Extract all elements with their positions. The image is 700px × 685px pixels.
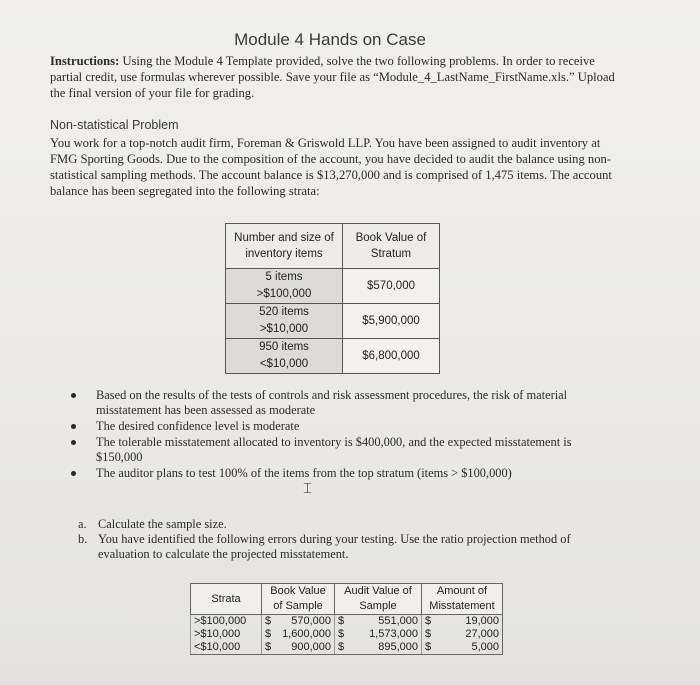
errors-book: 1,600,000 [282,628,331,640]
errors-book-cell [262,628,335,641]
errors-row [191,641,503,655]
question-text: You have identified the following errors during your testing. Use the ratio projection method of evaluation to calculate the projected misstatement. [98,532,571,561]
question-item [72,532,592,562]
strata-row [226,269,440,304]
strata-value: $5,900,000 [343,304,440,339]
section-heading: Non-statistical Problem [50,118,179,132]
strata-size: >$100,000 [256,288,312,300]
question-marker: a. [78,517,87,531]
errors-audit: 1,573,000 [369,628,418,640]
errors-header-row [191,584,503,615]
questions-list [72,517,592,562]
strata-value: $6,800,000 [343,339,440,374]
errors-header-misstatement: Amount of Misstatement [422,584,503,615]
strata-count: 5 items [265,271,303,283]
errors-audit-cell [335,641,422,655]
instructions-text: Using the Module 4 Template provided, solve the two following problems. In order to receive partial credit, use formulas wherever possible. Save your file as “Module_4_LastName_FirstName.xls.” Upload the final version of your file for grading. [50,54,615,100]
assumption-bullets [60,388,600,482]
errors-header-strata: Strata [191,584,262,615]
bullet-text: The desired confidence level is moderate [96,419,300,433]
bullet-item [60,435,600,465]
instructions [50,53,620,101]
errors-misstatement: 5,000 [471,641,499,653]
strata-count: 950 items [259,341,309,353]
errors-header-audit: Audit Value of Sample [335,584,422,615]
bullet-dot-icon [71,471,76,476]
question-text: Calculate the sample size. [98,517,227,531]
currency-symbol: $ [265,628,272,640]
bullet-text: The auditor plans to test 100% of the items from the top stratum (items > $100,000) [96,466,512,480]
instructions-label: Instructions: [50,54,120,68]
errors-stratum: >$10,000 [191,628,262,641]
currency-symbol: $ [338,628,345,640]
errors-mis-cell [422,615,503,629]
strata-size: >$10,000 [259,323,309,335]
currency-symbol: $ [265,615,272,627]
currency-symbol: $ [425,615,432,627]
errors-book: 570,000 [291,615,331,627]
question-marker: b. [78,532,88,546]
strata-header-items: Number and size of inventory items [226,224,343,269]
errors-mis-cell [422,628,503,641]
errors-mis-cell [422,641,503,655]
strata-items-cell [226,304,343,339]
errors-book-cell [262,615,335,629]
strata-value: $570,000 [343,269,440,304]
strata-items-cell [226,339,343,374]
errors-table [190,583,503,655]
text-cursor-icon: ⌶ [303,479,313,497]
strata-count: 520 items [259,306,309,318]
errors-book-cell [262,641,335,655]
question-item [72,517,592,532]
currency-symbol: $ [425,641,432,653]
errors-audit: 895,000 [378,641,418,653]
errors-stratum: <$10,000 [191,641,262,655]
bullet-item [60,419,600,434]
strata-table [225,223,440,374]
strata-row [226,304,440,339]
strata-items-cell [226,269,343,304]
bullet-text: Based on the results of the tests of controls and risk assessment procedures, the risk of material misstatement has been assessed as moderate [96,388,568,417]
strata-header-value: Book Value of Stratum [343,224,440,269]
errors-audit-cell [335,615,422,629]
currency-symbol: $ [265,641,272,653]
errors-row [191,615,503,629]
strata-header-row [226,224,440,269]
errors-audit-cell [335,628,422,641]
bullet-text: The tolerable misstatement allocated to inventory is $400,000, and the expected misstatement is $150,000 [96,435,572,464]
currency-symbol: $ [338,641,345,653]
errors-book: 900,000 [291,641,331,653]
bullet-dot-icon [71,440,76,445]
errors-row [191,628,503,641]
strata-size: <$10,000 [259,358,309,370]
errors-audit: 551,000 [378,615,418,627]
errors-misstatement: 19,000 [465,615,499,627]
errors-header-book: Book Value of Sample [262,584,335,615]
currency-symbol: $ [338,615,345,627]
bullet-item [60,466,600,481]
strata-row [226,339,440,374]
currency-symbol: $ [425,628,432,640]
page-title: Module 4 Hands on Case [234,30,426,49]
errors-misstatement: 27,000 [465,628,499,640]
bullet-dot-icon [71,424,76,429]
bullet-item [60,388,600,418]
errors-stratum: >$100,000 [191,615,262,629]
bullet-dot-icon [71,393,76,398]
scenario-paragraph: You work for a top-notch audit firm, Foreman & Griswold LLP. You have been assigned to audit inventory at FMG Sporting Goods. Due to the composition of the account, you have decided to audit the balance using non-statistical sampling methods. The account balance is $13,270,000 and is comprised of 1,475 items. The account balance has been segregated into the following strata: [50,136,612,198]
